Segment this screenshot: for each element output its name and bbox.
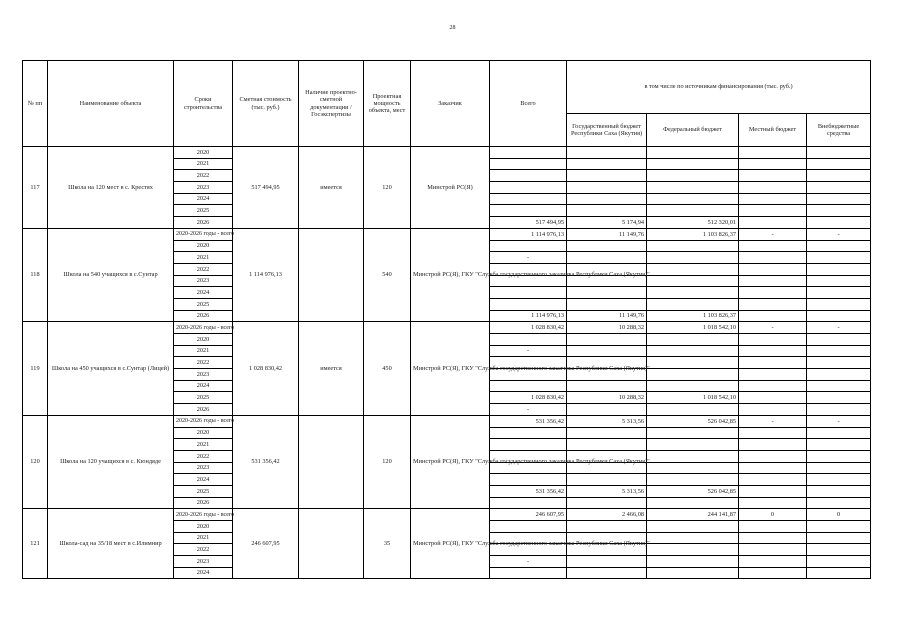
year-cell: 2020 [174, 240, 233, 252]
state-budget-cell [567, 345, 647, 357]
header-extra-budget: Внебюджетные средства [807, 114, 871, 147]
local-budget-cell [739, 334, 807, 346]
federal-budget-cell [647, 556, 739, 568]
year-cell: 2021 [174, 158, 233, 170]
local-budget-cell [739, 240, 807, 252]
year-cell: 2024 [174, 474, 233, 486]
federal-budget-cell: 1 018 542,10 [647, 392, 739, 404]
local-budget-cell [739, 556, 807, 568]
object-docs-cell [299, 509, 364, 579]
local-budget-cell [739, 217, 807, 229]
extra-budget-cell [807, 380, 871, 392]
extra-budget-cell [807, 182, 871, 194]
extra-budget-cell [807, 521, 871, 533]
extra-budget-cell [807, 485, 871, 497]
year-cell: 2022 [174, 263, 233, 275]
year-cell: 2024 [174, 287, 233, 299]
year-cell: 2024 [174, 193, 233, 205]
local-budget-cell [739, 439, 807, 451]
total-cell [490, 182, 567, 194]
total-cell [490, 287, 567, 299]
extra-budget-cell [807, 404, 871, 416]
extra-budget-cell [807, 450, 871, 462]
state-budget-cell [567, 404, 647, 416]
object-customer-cell: Минстрой РС(Я) [411, 147, 490, 229]
extra-budget-cell [807, 567, 871, 579]
extra-budget-cell [807, 240, 871, 252]
local-budget-cell [739, 474, 807, 486]
state-budget-cell [567, 380, 647, 392]
table-body [23, 147, 871, 579]
total-cell: 531 356,42 [490, 415, 567, 427]
federal-budget-cell: 1 103 826,37 [647, 310, 739, 322]
federal-budget-cell: 512 320,01 [647, 217, 739, 229]
state-budget-cell: 5 313,56 [567, 485, 647, 497]
extra-budget-cell [807, 462, 871, 474]
federal-budget-cell [647, 474, 739, 486]
header-period: Сроки строительства [174, 61, 233, 147]
local-budget-cell [739, 310, 807, 322]
total-cell: - [490, 556, 567, 568]
header-object-name: Наименование объекта [48, 61, 174, 147]
state-budget-cell [567, 298, 647, 310]
object-docs-cell: имеется [299, 322, 364, 416]
extra-budget-cell: - [807, 322, 871, 334]
local-budget-cell [739, 182, 807, 194]
federal-budget-cell [647, 252, 739, 264]
state-budget-cell [567, 567, 647, 579]
state-budget-cell [567, 439, 647, 451]
year-cell: 2025 [174, 298, 233, 310]
object-docs-cell: имеется [299, 147, 364, 229]
federal-budget-cell [647, 275, 739, 287]
extra-budget-cell [807, 497, 871, 509]
object-capacity-cell: 120 [364, 415, 411, 509]
state-budget-cell [567, 182, 647, 194]
object-cost-cell: 1 114 976,13 [233, 228, 299, 322]
total-cell [490, 380, 567, 392]
state-budget-cell [567, 521, 647, 533]
local-budget-cell [739, 275, 807, 287]
local-budget-cell [739, 532, 807, 544]
extra-budget-cell [807, 205, 871, 217]
state-budget-cell [567, 240, 647, 252]
year-cell: 2021 [174, 345, 233, 357]
extra-budget-cell [807, 392, 871, 404]
local-budget-cell [739, 345, 807, 357]
state-budget-cell [567, 427, 647, 439]
extra-budget-cell [807, 345, 871, 357]
table-row [23, 322, 871, 334]
object-customer-cell: Минстрой РС(Я), ГКУ "Служба государственного заказчика Республики Саха (Якутия)" [411, 228, 490, 322]
federal-budget-cell [647, 158, 739, 170]
header-estimated-cost: Сметная стоимость (тыс. руб.) [233, 61, 299, 147]
year-cell: 2021 [174, 252, 233, 264]
header-capacity: Проектная мощность объекта, мест [364, 61, 411, 147]
object-capacity-cell: 35 [364, 509, 411, 579]
year-cell: 2021 [174, 532, 233, 544]
extra-budget-cell [807, 357, 871, 369]
construction-objects-table [22, 60, 871, 579]
year-cell: 2022 [174, 170, 233, 182]
local-budget-cell [739, 170, 807, 182]
year-cell: 2020-2026 годы - всего [174, 509, 233, 521]
year-cell: 2022 [174, 357, 233, 369]
local-budget-cell: - [739, 228, 807, 240]
header-state-budget: Государственный бюджет Республики Саха (Якутия) [567, 114, 647, 147]
local-budget-cell [739, 287, 807, 299]
total-cell [490, 474, 567, 486]
federal-budget-cell [647, 369, 739, 381]
state-budget-cell: 5 313,56 [567, 415, 647, 427]
local-budget-cell [739, 450, 807, 462]
federal-budget-cell [647, 439, 739, 451]
state-budget-cell [567, 252, 647, 264]
year-cell: 2020-2026 годы - всего [174, 322, 233, 334]
object-num-cell: 121 [23, 509, 48, 579]
state-budget-cell [567, 556, 647, 568]
total-cell: 1 114 976,13 [490, 310, 567, 322]
local-budget-cell [739, 497, 807, 509]
extra-budget-cell: - [807, 228, 871, 240]
total-cell: - [490, 345, 567, 357]
total-cell [490, 439, 567, 451]
state-budget-cell [567, 334, 647, 346]
object-cost-cell: 517 494,95 [233, 147, 299, 229]
table-row [23, 228, 871, 240]
year-cell: 2023 [174, 556, 233, 568]
total-cell [490, 193, 567, 205]
year-cell: 2026 [174, 310, 233, 322]
federal-budget-cell [647, 521, 739, 533]
object-capacity-cell: 120 [364, 147, 411, 229]
total-cell [490, 567, 567, 579]
header-funding-sources: в том числе по источникам финансирования (тыс. руб.) [567, 61, 871, 114]
extra-budget-cell [807, 275, 871, 287]
extra-budget-cell [807, 544, 871, 556]
state-budget-cell [567, 170, 647, 182]
total-cell [490, 147, 567, 159]
federal-budget-cell [647, 380, 739, 392]
local-budget-cell [739, 462, 807, 474]
federal-budget-cell [647, 287, 739, 299]
year-cell: 2023 [174, 369, 233, 381]
state-budget-cell: 2 466,08 [567, 509, 647, 521]
year-cell: 2020 [174, 334, 233, 346]
total-cell: - [490, 404, 567, 416]
object-name-cell: Школа-сад на 35/18 мест в с.Илимнир [48, 509, 174, 579]
year-cell: 2020 [174, 427, 233, 439]
federal-budget-cell [647, 450, 739, 462]
extra-budget-cell [807, 427, 871, 439]
object-cost-cell: 531 356,42 [233, 415, 299, 509]
local-budget-cell [739, 147, 807, 159]
year-cell: 2020 [174, 147, 233, 159]
federal-budget-cell [647, 357, 739, 369]
extra-budget-cell [807, 310, 871, 322]
federal-budget-cell [647, 462, 739, 474]
object-num-cell: 118 [23, 228, 48, 322]
year-cell: 2025 [174, 485, 233, 497]
federal-budget-cell [647, 532, 739, 544]
state-budget-cell [567, 287, 647, 299]
table-row [23, 509, 871, 521]
table-row [23, 415, 871, 427]
total-cell [490, 334, 567, 346]
local-budget-cell [739, 521, 807, 533]
federal-budget-cell [647, 427, 739, 439]
extra-budget-cell [807, 158, 871, 170]
header-num: № пп [23, 61, 48, 147]
federal-budget-cell [647, 182, 739, 194]
object-name-cell: Школа на 120 мест в с. Крестях [48, 147, 174, 229]
object-docs-cell [299, 415, 364, 509]
total-cell [490, 170, 567, 182]
extra-budget-cell [807, 556, 871, 568]
local-budget-cell [739, 252, 807, 264]
local-budget-cell: - [739, 322, 807, 334]
extra-budget-cell [807, 287, 871, 299]
federal-budget-cell [647, 345, 739, 357]
total-cell [490, 205, 567, 217]
object-num-cell: 117 [23, 147, 48, 229]
total-cell: 531 356,42 [490, 485, 567, 497]
extra-budget-cell [807, 252, 871, 264]
federal-budget-cell [647, 147, 739, 159]
state-budget-cell: 10 288,32 [567, 322, 647, 334]
federal-budget-cell [647, 240, 739, 252]
local-budget-cell [739, 158, 807, 170]
state-budget-cell [567, 205, 647, 217]
object-customer-cell: Минстрой РС(Я), ГКУ "Служба государственного заказчика Республики Саха (Якутия)" [411, 415, 490, 509]
state-budget-cell: 11 149,76 [567, 310, 647, 322]
extra-budget-cell: 0 [807, 509, 871, 521]
federal-budget-cell [647, 404, 739, 416]
year-cell: 2021 [174, 439, 233, 451]
year-cell: 2023 [174, 275, 233, 287]
extra-budget-cell [807, 147, 871, 159]
object-cost-cell: 246 607,95 [233, 509, 299, 579]
state-budget-cell [567, 147, 647, 159]
extra-budget-cell [807, 334, 871, 346]
object-customer-cell: Минстрой РС(Я), ГКУ "Служба государственного заказчика Республики Саха (Якутия)" [411, 322, 490, 416]
year-cell: 2024 [174, 567, 233, 579]
extra-budget-cell: - [807, 415, 871, 427]
local-budget-cell [739, 567, 807, 579]
header-documentation: Наличие проектно-сметной документации /Госэкспертизы [299, 61, 364, 147]
extra-budget-cell [807, 369, 871, 381]
local-budget-cell [739, 404, 807, 416]
total-cell [490, 497, 567, 509]
total-cell: 246 607,95 [490, 509, 567, 521]
extra-budget-cell [807, 474, 871, 486]
year-cell: 2020-2026 годы - всего [174, 415, 233, 427]
local-budget-cell [739, 392, 807, 404]
header-customer: Заказчик [411, 61, 490, 147]
object-capacity-cell: 540 [364, 228, 411, 322]
total-cell: 517 494,95 [490, 217, 567, 229]
federal-budget-cell: 526 042,85 [647, 485, 739, 497]
local-budget-cell [739, 298, 807, 310]
local-budget-cell: 0 [739, 509, 807, 521]
object-num-cell: 120 [23, 415, 48, 509]
federal-budget-cell: 526 042,85 [647, 415, 739, 427]
object-capacity-cell: 450 [364, 322, 411, 416]
total-cell [490, 158, 567, 170]
local-budget-cell [739, 544, 807, 556]
object-docs-cell [299, 228, 364, 322]
extra-budget-cell [807, 170, 871, 182]
total-cell [490, 298, 567, 310]
object-num-cell: 119 [23, 322, 48, 416]
federal-budget-cell: 1 103 826,37 [647, 228, 739, 240]
local-budget-cell [739, 380, 807, 392]
object-name-cell: Школа на 120 учащихся в с. Кюндяде [48, 415, 174, 509]
extra-budget-cell [807, 217, 871, 229]
extra-budget-cell [807, 193, 871, 205]
federal-budget-cell [647, 497, 739, 509]
year-cell: 2020-2026 годы - всего [174, 228, 233, 240]
local-budget-cell: - [739, 415, 807, 427]
header-federal-budget: Федеральный бюджет [647, 114, 739, 147]
state-budget-cell: 10 288,32 [567, 392, 647, 404]
extra-budget-cell [807, 263, 871, 275]
total-cell [490, 521, 567, 533]
extra-budget-cell [807, 532, 871, 544]
local-budget-cell [739, 193, 807, 205]
state-budget-cell [567, 497, 647, 509]
year-cell: 2025 [174, 392, 233, 404]
state-budget-cell [567, 193, 647, 205]
total-cell: 1 028 830,42 [490, 392, 567, 404]
total-cell: - [490, 252, 567, 264]
extra-budget-cell [807, 298, 871, 310]
federal-budget-cell [647, 205, 739, 217]
year-cell: 2026 [174, 497, 233, 509]
federal-budget-cell [647, 298, 739, 310]
federal-budget-cell [647, 263, 739, 275]
extra-budget-cell [807, 439, 871, 451]
year-cell: 2022 [174, 544, 233, 556]
federal-budget-cell: 1 018 542,10 [647, 322, 739, 334]
year-cell: 2024 [174, 380, 233, 392]
state-budget-cell: 11 149,76 [567, 228, 647, 240]
table-row [23, 147, 871, 159]
local-budget-cell [739, 205, 807, 217]
year-cell: 2023 [174, 462, 233, 474]
year-cell: 2026 [174, 404, 233, 416]
total-cell: 1 028 830,42 [490, 322, 567, 334]
total-cell [490, 427, 567, 439]
local-budget-cell [739, 485, 807, 497]
year-cell: 2026 [174, 217, 233, 229]
state-budget-cell [567, 474, 647, 486]
object-cost-cell: 1 028 830,42 [233, 322, 299, 416]
local-budget-cell [739, 427, 807, 439]
object-customer-cell: Минстрой РС(Я), ГКУ "Служба государственного заказчика Республики Саха (Якутия)" [411, 509, 490, 579]
federal-budget-cell: 244 141,87 [647, 509, 739, 521]
federal-budget-cell [647, 170, 739, 182]
total-cell [490, 240, 567, 252]
local-budget-cell [739, 263, 807, 275]
header-total: Всего [490, 61, 567, 147]
local-budget-cell [739, 369, 807, 381]
year-cell: 2022 [174, 450, 233, 462]
year-cell: 2025 [174, 205, 233, 217]
federal-budget-cell [647, 334, 739, 346]
total-cell: 1 114 976,13 [490, 228, 567, 240]
page-number: 28 [449, 25, 456, 31]
federal-budget-cell [647, 544, 739, 556]
local-budget-cell [739, 357, 807, 369]
object-name-cell: Школа на 540 учащихся в с.Сунтар [48, 228, 174, 322]
year-cell: 2023 [174, 182, 233, 194]
state-budget-cell [567, 158, 647, 170]
year-cell: 2020 [174, 521, 233, 533]
header-local-budget: Местный бюджет [739, 114, 807, 147]
object-name-cell: Школа на 450 учащихся в с.Сунтар (Лицей) [48, 322, 174, 416]
federal-budget-cell [647, 193, 739, 205]
federal-budget-cell [647, 567, 739, 579]
state-budget-cell: 5 174,94 [567, 217, 647, 229]
